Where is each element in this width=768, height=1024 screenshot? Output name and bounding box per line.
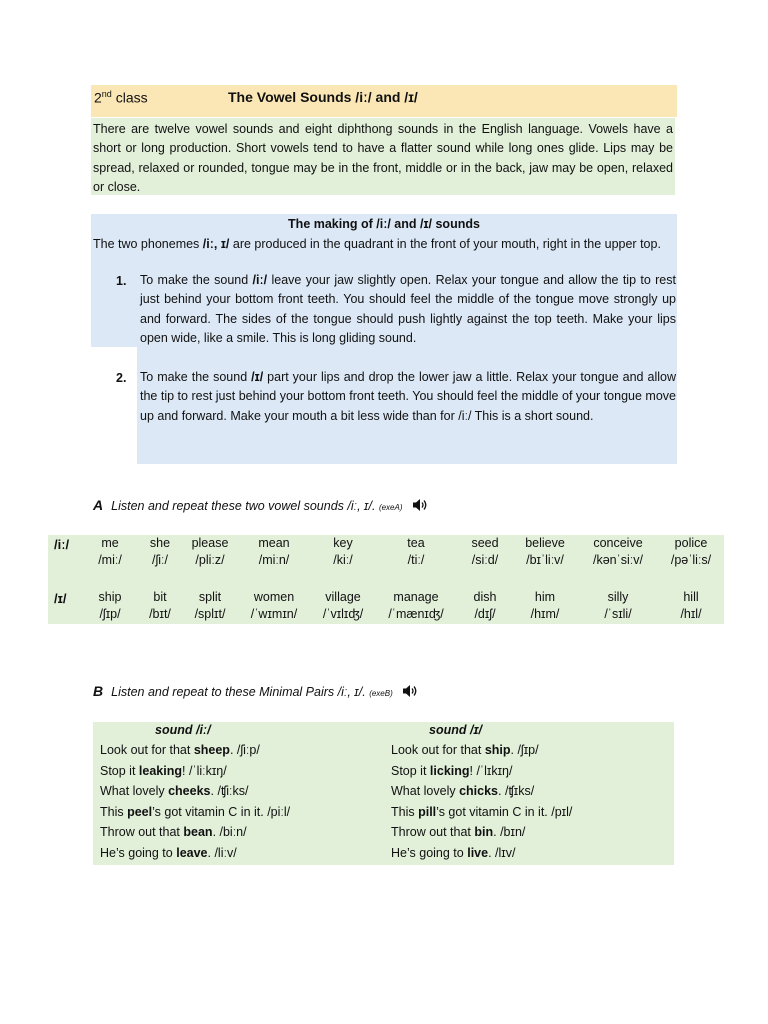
making-description: The two phonemes /iː, ɪ/ are produced in the quadrant in the front of your mouth, right in the upper top. <box>93 237 661 251</box>
pair-long-3: This peel’s got vitamin C in it. /piːl/ <box>100 804 291 819</box>
section-a-text: Listen and repeat these two vowel sounds /iː, ɪ/. <box>111 499 376 513</box>
short-ipa-4: /ˈvɪlɪʤ/ <box>322 607 364 621</box>
section-a-heading <box>93 497 428 515</box>
page-title: The Vowel Sounds /iː/ and /ɪ/ <box>228 89 418 105</box>
step-2-number: 2. <box>116 371 127 385</box>
header-bar <box>91 85 677 117</box>
short-ipa-3: /ˈwɪmɪn/ <box>250 607 298 621</box>
short-word-2: split <box>198 590 222 604</box>
short-word-1: bit <box>153 590 167 604</box>
long-word-5: tea <box>407 536 425 550</box>
short-ipa-6: /dɪʃ/ <box>474 607 496 621</box>
step-1-number: 1. <box>116 274 127 288</box>
short-word-8: silly <box>607 590 629 604</box>
pair-short-5: He’s going to live. /lɪv/ <box>391 845 516 860</box>
long-ipa-8: /kənˈsiːv/ <box>592 553 644 567</box>
long-word-2: please <box>191 536 229 550</box>
pair-short-0: Look out for that ship. /ʃɪp/ <box>391 743 539 757</box>
long-word-4: key <box>333 536 353 550</box>
section-a-ref: (exeA) <box>378 503 403 512</box>
pair-short-2: What lovely chicks. /ʧɪks/ <box>391 784 535 798</box>
pair-long-4: Throw out that bean. /biːn/ <box>100 825 247 839</box>
long-word-0: me <box>101 536 119 550</box>
long-word-7: believe <box>525 536 565 550</box>
pair-long-2: What lovely cheeks. /ʧiːks/ <box>100 784 249 798</box>
section-b-heading <box>93 683 418 701</box>
long-ipa-2: /pliːz/ <box>195 553 225 567</box>
short-ipa-7: /hɪm/ <box>530 607 560 621</box>
step-2-text: To make the sound /ɪ/ part your lips and drop the lower jaw a little. Relax your tongue and allow the tip to rest just behind your bottom front teeth. You should feel the middle of your tongue move up and forward. Make your mouth a bit less wide than for /iː/ This is a short sound. <box>140 370 676 423</box>
section-b-text: Listen and repeat to these Minimal Pairs /iː, ɪ/. <box>111 685 366 699</box>
long-word-9: police <box>674 536 708 550</box>
intro-paragraph: There are twelve vowel sounds and eight diphthong sounds in the English language. Vowels have a short or long production. Short vowels tend to have a flatter sound while long ones glide. Lips may be spread, relaxed or rounded, tongue may be in the front, middle or in the back, jaw may be open, relaxed or close. <box>91 118 675 195</box>
long-ipa-3: /miːn/ <box>258 553 290 567</box>
long-ipa-9: /pəˈliːs/ <box>670 553 712 567</box>
column-head-short: sound /ɪ/ <box>429 723 482 737</box>
pair-long-5: He’s going to leave. /liːv/ <box>100 845 237 860</box>
column-head-long: sound /iː/ <box>155 723 211 737</box>
short-ipa-1: /bɪt/ <box>149 607 171 621</box>
long-ipa-6: /siːd/ <box>471 553 499 567</box>
short-word-0: ship <box>98 590 122 604</box>
minimal-pairs-table <box>93 722 674 865</box>
short-word-4: village <box>325 590 361 604</box>
short-word-3: women <box>253 590 295 604</box>
short-word-5: manage <box>393 590 439 604</box>
speaker-icon[interactable] <box>412 498 428 515</box>
pair-short-3: This pill’s got vitamin C in it. /pɪl/ <box>391 804 573 819</box>
long-ipa-7: /bɪˈliːv/ <box>526 553 564 567</box>
class-label: 2nd class <box>94 89 148 106</box>
long-word-1: she <box>149 536 171 550</box>
pair-short-1: Stop it licking! /ˈlɪkɪŋ/ <box>391 763 513 778</box>
short-ipa-8: /ˈsɪli/ <box>604 607 632 621</box>
short-vowel-row-label: /ɪ/ <box>54 591 67 606</box>
short-word-6: dish <box>473 590 497 604</box>
long-vowel-row-label: /iː/ <box>54 537 70 552</box>
short-ipa-2: /splɪt/ <box>194 607 226 621</box>
long-word-6: seed <box>471 536 499 550</box>
long-ipa-1: /ʃiː/ <box>152 553 168 567</box>
long-ipa-0: /miː/ <box>98 553 122 567</box>
long-word-8: conceive <box>593 536 643 550</box>
long-word-3: mean <box>258 536 290 550</box>
pair-short-4: Throw out that bin. /bɪn/ <box>391 825 526 839</box>
vowel-words-table <box>48 535 724 624</box>
short-ipa-0: /ʃɪp/ <box>99 607 121 621</box>
short-word-9: hill <box>683 590 699 604</box>
short-ipa-5: /ˈmænɪʤ/ <box>388 607 444 621</box>
speaker-icon[interactable] <box>402 684 418 701</box>
long-ipa-5: /tiː/ <box>407 553 425 567</box>
long-ipa-4: /kiː/ <box>333 553 353 567</box>
short-word-7: him <box>534 590 556 604</box>
pair-long-1: Stop it leaking! /ˈliːkɪŋ/ <box>100 763 227 778</box>
section-a-letter: A <box>93 497 104 513</box>
step-1-text: To make the sound /iː/ leave your jaw slightly open. Relax your tongue and allow the tip to rest just behind your bottom front teeth. You should feel the middle of the tongue move strongly up and forward. The sides of the tongue should push lightly against the top teeth. Make your lips open wide, like a smile. This is long gliding sound. <box>140 273 676 345</box>
section-b-ref: (exeB) <box>369 689 393 698</box>
pair-long-0: Look out for that sheep. /ʃiːp/ <box>100 743 260 757</box>
making-title: The making of /iː/ and /ɪ/ sounds <box>288 217 480 231</box>
short-ipa-9: /hɪl/ <box>680 607 702 621</box>
section-b-letter: B <box>93 683 104 699</box>
